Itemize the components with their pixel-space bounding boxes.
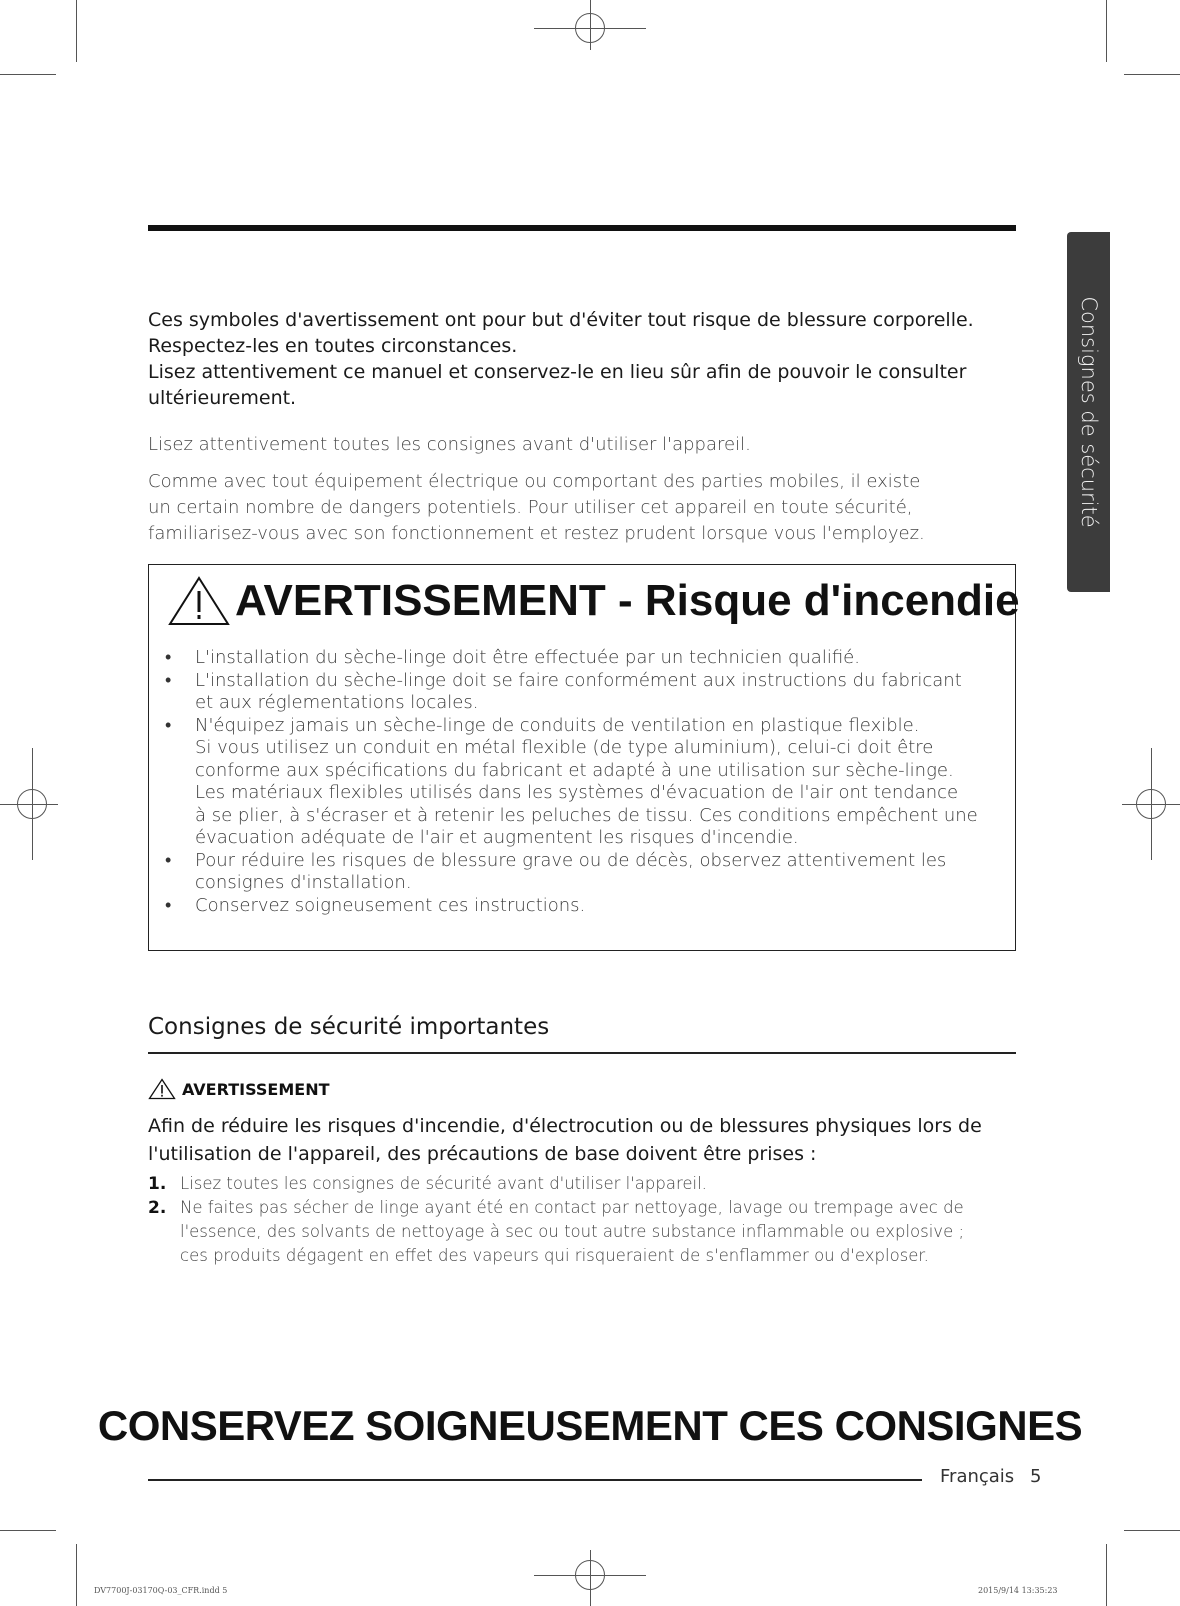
fire-warning-title-text: AVERTISSEMENT - Risque d'incendie	[235, 576, 1020, 625]
top-rule	[148, 225, 1016, 231]
footer-language: Français	[940, 1466, 1015, 1487]
list-item	[161, 647, 1001, 670]
intro-line: Lisez attentivement ce manuel et conservez-le en lieu sûr afin de pouvoir le consulter	[148, 361, 967, 383]
list-item	[161, 850, 1001, 895]
fire-warning-list	[161, 647, 1001, 917]
list-item-line: L'installation du sèche-linge doit se faire conformément aux instructions du fabricant	[195, 669, 962, 691]
section-title: Consignes de sécurité importantes	[148, 1014, 550, 1040]
list-item-line: à se plier, à s'écraser et à retenir les peluches de tissu. Ces conditions empêchent une	[195, 804, 978, 826]
side-tab-label: Consignes de sécurité	[1076, 296, 1101, 528]
page-number: 5	[1030, 1466, 1042, 1487]
list-item-line: Si vous utilisez un conduit en métal flexible (de type aluminium), celui-ci doit être	[195, 737, 934, 758]
side-section-tab	[1067, 232, 1110, 592]
fire-warning-title	[167, 575, 1020, 627]
intro-paragraph	[148, 469, 998, 547]
list-item	[148, 1172, 1018, 1196]
list-item-line: Ne faites pas sécher de linge ayant été en contact par nettoyage, lavage ou trempage avec de	[180, 1198, 964, 1217]
paragraph-line: Comme avec tout équipement électrique ou comportant des parties mobiles, il existe	[148, 471, 921, 492]
keep-instructions-banner: CONSERVEZ SOIGNEUSEMENT CES CONSIGNES	[97, 1402, 1083, 1449]
warning-triangle-icon	[148, 1078, 176, 1100]
list-item-line: consignes d'installation.	[195, 872, 412, 893]
list-item-line: Conservez soigneusement ces instructions.	[195, 894, 586, 916]
list-number: 1.	[148, 1174, 167, 1194]
intro-line: Ces symboles d'avertissement ont pour but d'éviter tout risque de blessure corporelle.	[148, 309, 974, 331]
section-rule	[148, 1052, 1016, 1054]
footer-rule	[148, 1479, 922, 1481]
print-slug-timestamp: 2015/9/14 13:35:23	[978, 1586, 1058, 1595]
list-item-line: ces produits dégagent en effet des vapeurs qui risqueraient de s'enflammer ou d'exploser.	[180, 1246, 929, 1265]
numbered-list	[148, 1172, 1018, 1268]
list-item-line: Lisez toutes les consignes de sécurité avant d'utiliser l'appareil.	[180, 1174, 707, 1193]
warning-label-text: AVERTISSEMENT	[182, 1079, 330, 1099]
list-item-line: N'équipez jamais un sèche-linge de conduits de ventilation en plastique flexible.	[195, 714, 920, 736]
print-slug-file: DV7700J-03170Q-03_CFR.indd 5	[94, 1586, 228, 1595]
list-item-line: Pour réduire les risques de blessure grave ou de décès, observez attentivement les	[195, 849, 947, 871]
list-item	[161, 715, 1001, 850]
list-item-line: Les matériaux flexibles utilisés dans les systèmes d'évacuation de l'air ont tendance	[195, 782, 959, 803]
list-item-line: évacuation adéquate de l'air et augmentent les risques d'incendie.	[195, 827, 799, 848]
intro-line: ultérieurement.	[148, 387, 297, 409]
list-item	[148, 1196, 1018, 1268]
section-intro-line: Afin de réduire les risques d'incendie, d'électrocution ou de blessures physiques lors de	[148, 1115, 982, 1137]
list-number: 2.	[148, 1198, 167, 1218]
list-item-line: et aux réglementations locales.	[195, 692, 479, 713]
paragraph-line: un certain nombre de dangers potentiels. Pour utiliser cet appareil en toute sécurité,	[148, 497, 913, 518]
list-item-line: L'installation du sèche-linge doit être effectuée par un technicien qualifié.	[195, 647, 860, 668]
warning-triangle-icon	[167, 575, 231, 627]
list-item-line: conforme aux spécifications du fabricant et adapté à une utilisation sur sèche-linge.	[195, 759, 954, 781]
intro-line: Respectez-les en toutes circonstances.	[148, 335, 518, 357]
read-all-text: Lisez attentivement toutes les consignes avant d'utiliser l'appareil.	[148, 434, 751, 455]
warning-label	[148, 1078, 330, 1100]
section-intro-line: l'utilisation de l'appareil, des précautions de base doivent être prises :	[148, 1143, 817, 1165]
fire-warning-box	[148, 564, 1020, 951]
list-item	[161, 670, 1001, 715]
section-intro	[148, 1112, 1008, 1168]
list-item-line: l'essence, des solvants de nettoyage à sec ou tout autre substance inflammable ou explosive ;	[180, 1222, 965, 1241]
paragraph-line: familiarisez-vous avec son fonctionnement et restez prudent lorsque vous l'employez.	[148, 523, 925, 544]
list-item	[161, 895, 1001, 918]
intro-bold-text	[148, 307, 998, 411]
